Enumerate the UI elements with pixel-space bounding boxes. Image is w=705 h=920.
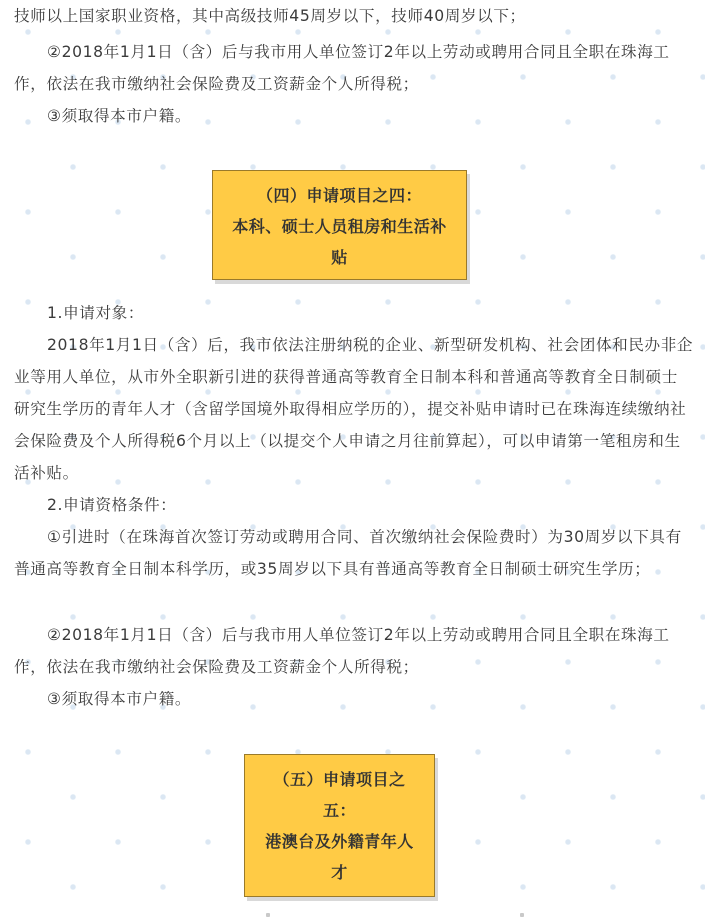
target-label: 1.申请对象： xyxy=(47,304,145,322)
section-4-heading-line: （四）申请项目之四： xyxy=(256,186,422,205)
condition-1: ①引进时（在珠海首次签订劳动或聘用合同、首次缴纳社会保险费时）为30周岁以下具有普通高等教育全日制本科学历，或35周岁以下具有普通高等教育全日制硕士研究生学历； xyxy=(14,528,682,578)
section-4-heading-line: 贴 xyxy=(331,248,348,267)
decorative-mark xyxy=(266,913,270,917)
condition-2: ②2018年1月1日（含）后与我市用人单位签订2年以上劳动或聘用合同且全职在珠海工作，依法在我市缴纳社会保险费及工资薪金个人所得税； xyxy=(14,626,670,676)
target-body: 2018年1月1日（含）后，我市依法注册纳税的企业、新型研发机构、社会团体和民办非企业等用人单位，从市外全职新引进的获得普通高等教育全日制本科和普通高等教育全日制硕士研究生学历的青年人才（含留学国境外取得相应学历的），提交补贴申请时已在珠海连续缴纳社会保险费及个人所得税6个月以上（以提交个人申请之月往前算起），可以申请第一笔租房和生活补贴。 xyxy=(14,336,694,482)
section-5-heading-line: 五： xyxy=(322,801,356,820)
condition-3: ③须取得本市户籍。 xyxy=(47,690,192,708)
section-5-heading-line: （五）申请项目之 xyxy=(273,770,406,789)
eligibility-item-2: ②2018年1月1日（含）后与我市用人单位签订2年以上劳动或聘用合同且全职在珠海工作，依法在我市缴纳社会保险费及工资薪金个人所得税； xyxy=(14,43,670,93)
section-5-heading-line: 才 xyxy=(331,863,348,882)
section-5-heading-line: 港澳台及外籍青年人 xyxy=(265,832,414,851)
eligibility-item-3: ③须取得本市户籍。 xyxy=(47,107,192,125)
section-4-heading-box xyxy=(212,170,467,280)
section-4-heading-line: 本科、硕士人员租房和生活补 xyxy=(232,217,447,236)
section-5-heading-box xyxy=(244,754,435,897)
conditions-label: 2.申请资格条件： xyxy=(47,496,177,514)
eligibility-line-continued: 技师以上国家职业资格，其中高级技师45周岁以下，技师40周岁以下； xyxy=(14,7,526,25)
decorative-mark xyxy=(520,913,524,917)
